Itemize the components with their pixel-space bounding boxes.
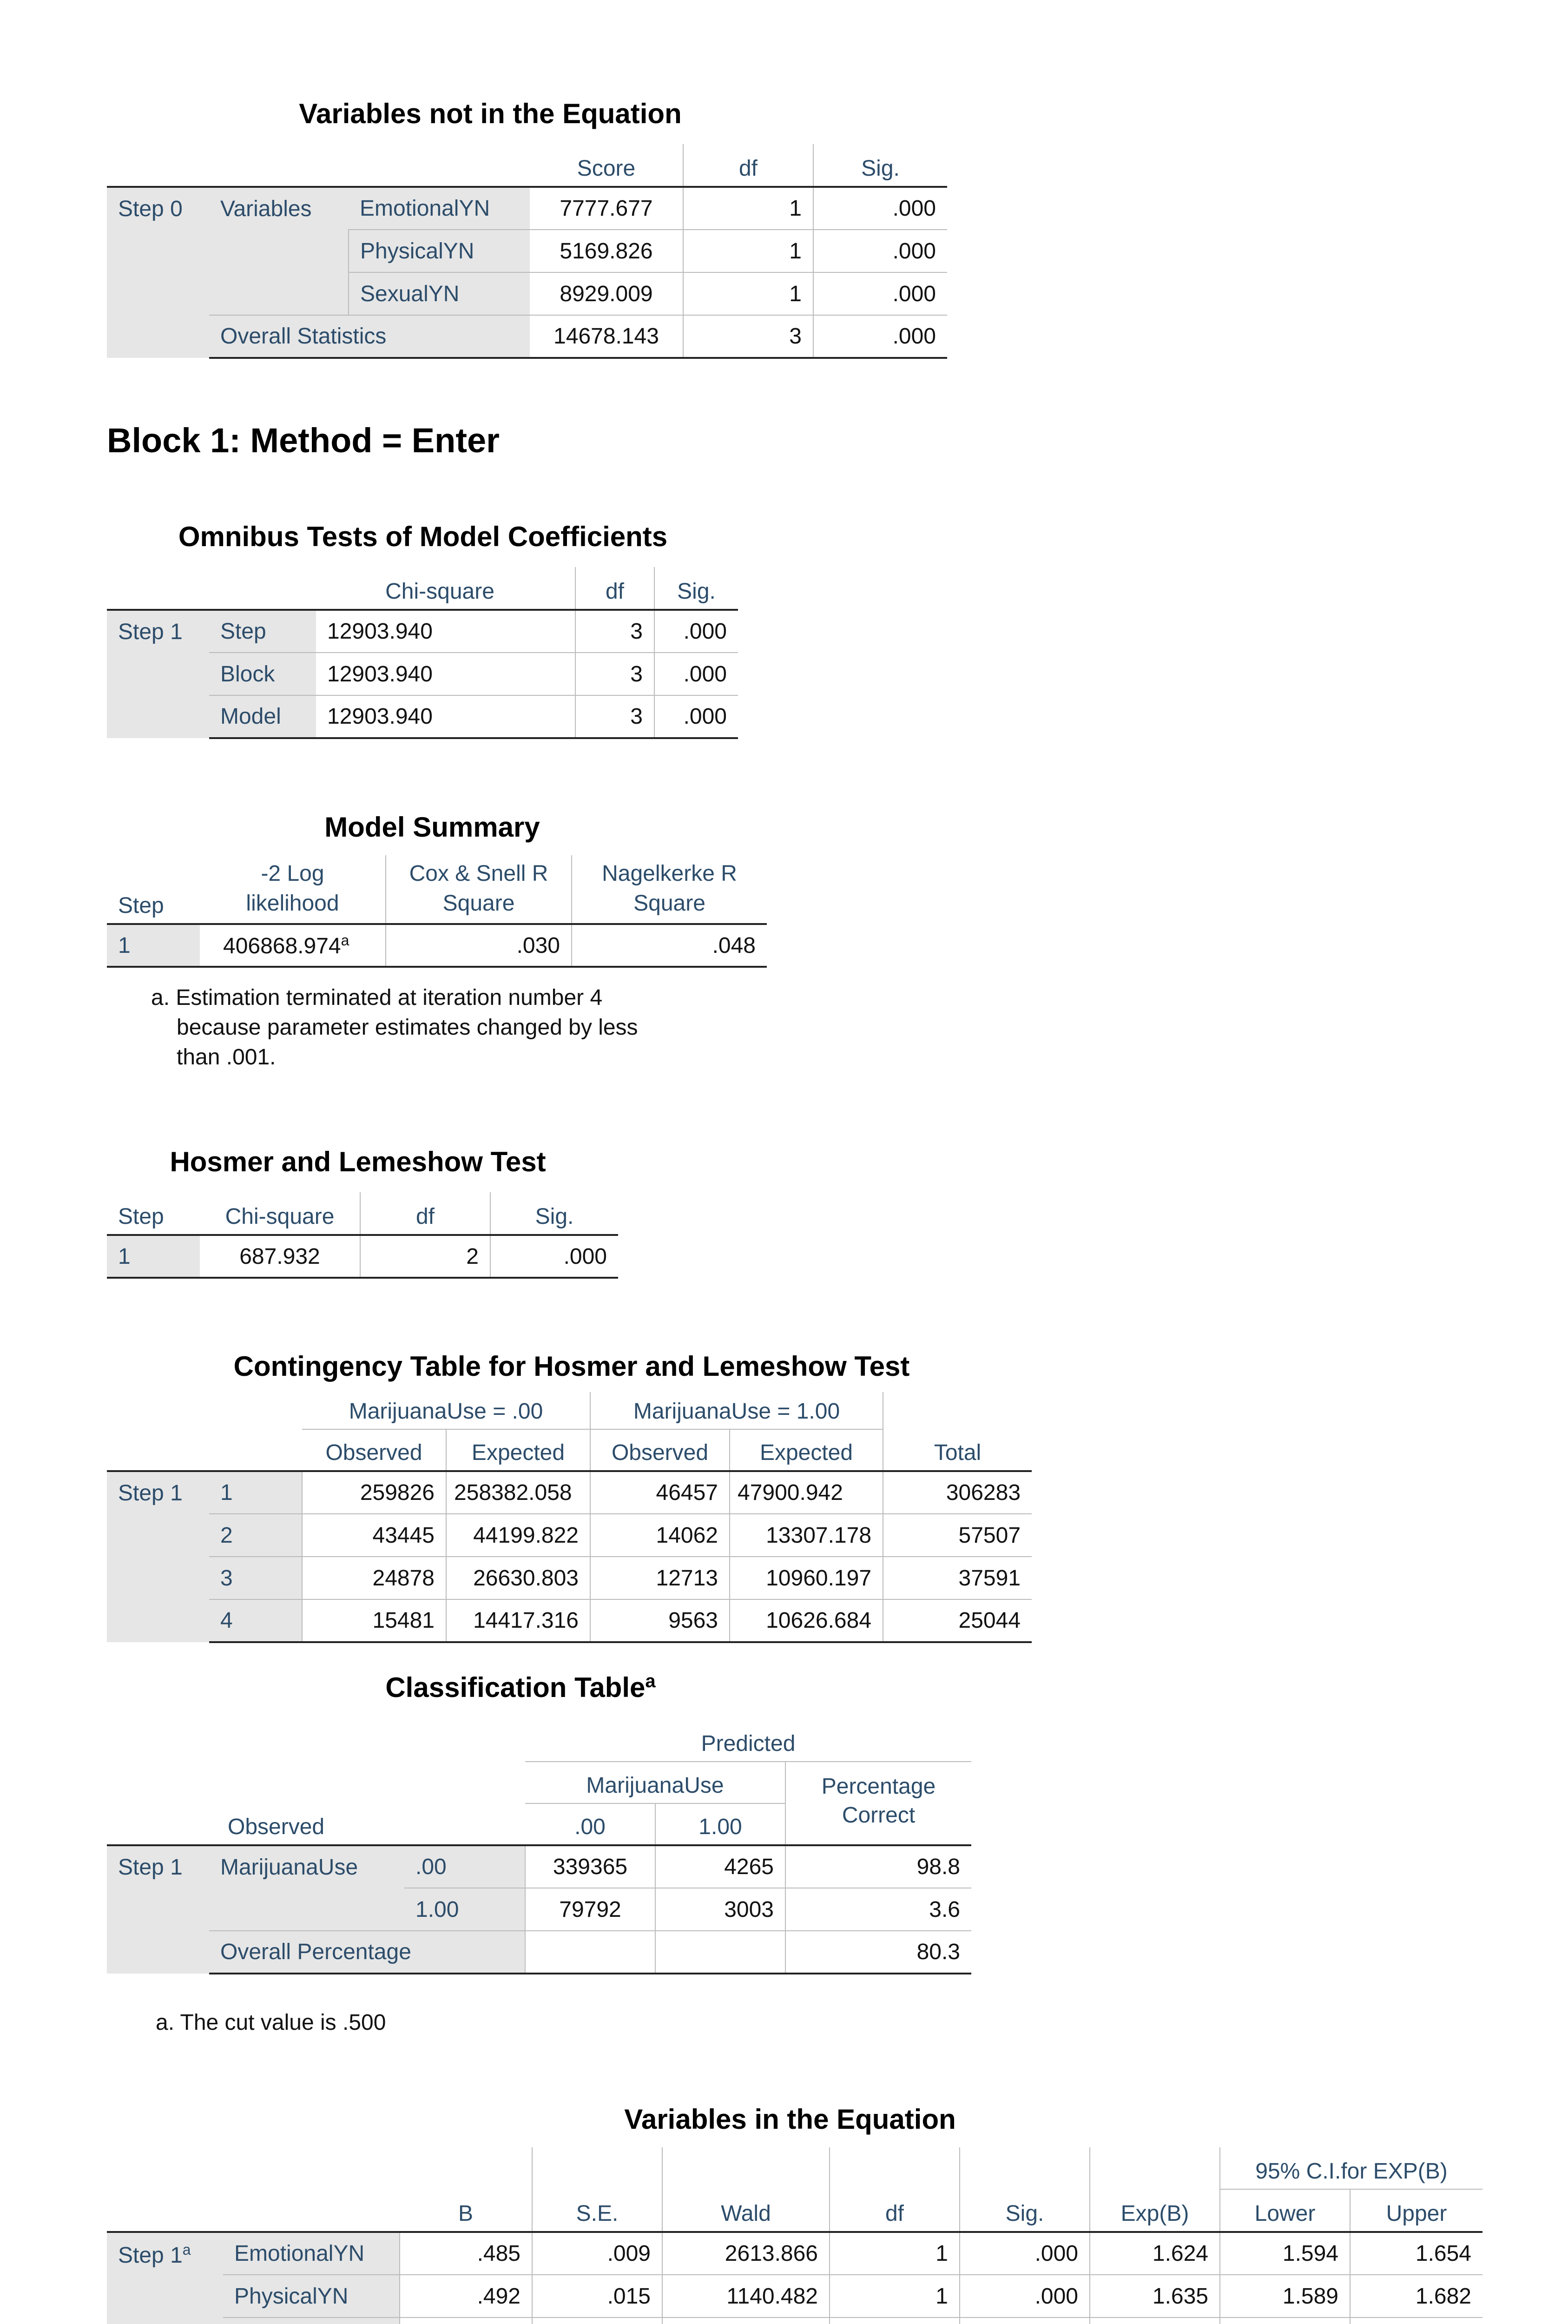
col-nagelkerke-header: Nagelkerke R Square — [572, 855, 767, 924]
group-label: 3 — [209, 1557, 302, 1599]
sig-cell: .000 — [813, 272, 947, 315]
upper-cell: 1.682 — [1350, 2275, 1482, 2317]
col-expected-header: Expected — [446, 1429, 590, 1471]
sig-cell: .000 — [813, 315, 947, 358]
vars-in-equation-title: Variables in the Equation — [624, 2104, 956, 2135]
expb-cell — [1090, 2317, 1220, 2324]
row-label: SexualYN — [349, 272, 530, 315]
score-cell: 7777.677 — [530, 187, 683, 230]
row-label: PhysicalYN — [223, 2275, 400, 2317]
chi-square-cell: 12903.940 — [316, 653, 575, 695]
col-observed-header: Observed — [590, 1429, 730, 1471]
total-cell: 57507 — [883, 1514, 1032, 1557]
observed-cell: 43445 — [302, 1514, 446, 1557]
col-observed-header: Observed — [302, 1429, 446, 1471]
b-cell — [400, 2317, 532, 2324]
hosmer-table — [107, 1192, 618, 1279]
ci-header: 95% C.I.for EXP(B) — [1220, 2147, 1482, 2189]
col-total-header: Total — [883, 1429, 1032, 1471]
df-cell: 1 — [683, 230, 813, 272]
col-00-header: .00 — [525, 1803, 655, 1845]
marijuana-use-header: MarijuanaUse — [525, 1762, 785, 1803]
predicted-100-cell: 4265 — [655, 1845, 785, 1888]
observed-cell: 259826 — [302, 1471, 446, 1514]
col-se-header: S.E. — [532, 2189, 662, 2232]
observed-cell: 9563 — [590, 1599, 730, 1642]
classification-footnote: a. The cut value is .500 — [156, 2010, 386, 2035]
sig-cell: .000 — [960, 2232, 1090, 2275]
observed-cell: 24878 — [302, 1557, 446, 1599]
expected-cell: 258382.058 — [446, 1471, 590, 1514]
df-cell: 3 — [575, 695, 654, 738]
total-cell: 37591 — [883, 1557, 1032, 1599]
nagelkerke-cell: .048 — [572, 924, 767, 967]
model-summary-table — [107, 855, 767, 968]
col-df-header: df — [683, 144, 813, 187]
lower-cell — [1220, 2317, 1350, 2324]
overall-statistics-label: Overall Statistics — [209, 315, 530, 358]
chi-square-cell: 12903.940 — [316, 610, 575, 653]
omnibus-title: Omnibus Tests of Model Coefficients — [178, 521, 668, 552]
se-cell: .015 — [532, 2275, 662, 2317]
predicted-00-cell: 79792 — [525, 1888, 655, 1931]
col-cox-snell-header: Cox & Snell R Square — [386, 855, 572, 924]
hosmer-title: Hosmer and Lemeshow Test — [170, 1146, 546, 1177]
col-chi-square-header: Chi-square — [200, 1192, 360, 1235]
expected-cell: 10960.197 — [730, 1557, 883, 1599]
col-sig-header: Sig. — [490, 1192, 618, 1235]
sig-cell: .000 — [490, 1235, 618, 1278]
cox-snell-cell: .030 — [386, 924, 572, 967]
step-cell: 1 — [107, 1235, 200, 1278]
step-label: Step 1 — [107, 1845, 209, 1974]
col-sig-header: Sig. — [654, 567, 738, 610]
row-label: Block — [209, 653, 316, 695]
df-cell — [830, 2317, 960, 2324]
expected-cell: 10626.684 — [730, 1599, 883, 1642]
b-cell: .485 — [400, 2232, 532, 2275]
score-cell: 8929.009 — [530, 272, 683, 315]
upper-cell — [1350, 2317, 1482, 2324]
sig-cell: .000 — [654, 610, 738, 653]
expb-cell: 1.635 — [1090, 2275, 1220, 2317]
observed-100-label: 1.00 — [404, 1888, 525, 1931]
classification-table — [107, 1724, 971, 1974]
col-upper-header: Upper — [1350, 2189, 1482, 2232]
row-label: Model — [209, 695, 316, 738]
df-cell: 1 — [683, 272, 813, 315]
variables-label: Variables — [209, 187, 349, 315]
percentage-correct-cell: 98.8 — [785, 1845, 971, 1888]
step-cell: 1 — [107, 924, 200, 967]
se-cell: .009 — [532, 2232, 662, 2275]
col-expected-header: Expected — [730, 1429, 883, 1471]
df-cell: 1 — [683, 187, 813, 230]
total-cell: 25044 — [883, 1599, 1032, 1642]
expected-cell: 47900.942 — [730, 1471, 883, 1514]
wald-cell — [662, 2317, 830, 2324]
col-score-header: Score — [530, 144, 683, 187]
score-cell: 5169.826 — [530, 230, 683, 272]
expected-cell: 44199.822 — [446, 1514, 590, 1557]
sig-cell: .000 — [960, 2275, 1090, 2317]
group-header-nonuser: MarijuanaUse = .00 — [349, 1399, 543, 1424]
col-step-header: Step — [107, 1192, 200, 1235]
step-label: Step 0 — [107, 187, 209, 358]
col-lower-header: Lower — [1220, 2189, 1350, 2232]
vars-in-equation-table — [107, 2147, 1482, 2324]
predicted-header: Predicted — [701, 1731, 796, 1756]
col-step-header: Step — [107, 855, 200, 924]
observed-cell: 46457 — [590, 1471, 730, 1514]
col-chi-square-header: Chi-square — [316, 567, 575, 610]
overall-percentage-label: Overall Percentage — [209, 1931, 525, 1974]
col-log-likelihood-header: -2 Log likelihood — [200, 855, 386, 924]
row-label: EmotionalYN — [349, 187, 530, 230]
lower-cell: 1.594 — [1220, 2232, 1350, 2275]
df-cell: 2 — [360, 1235, 490, 1278]
chi-square-cell: 12903.940 — [316, 695, 575, 738]
step-label: Step 1 — [107, 610, 209, 738]
col-sig-header: Sig. — [813, 144, 947, 187]
percentage-correct-cell: 3.6 — [785, 1888, 971, 1931]
wald-cell: 2613.866 — [662, 2232, 830, 2275]
expected-cell: 13307.178 — [730, 1514, 883, 1557]
overall-percentage-cell: 80.3 — [785, 1931, 971, 1974]
observed-cell: 12713 — [590, 1557, 730, 1599]
col-df-header: df — [830, 2189, 960, 2232]
observed-cell: 15481 — [302, 1599, 446, 1642]
col-b-header: B — [400, 2189, 532, 2232]
df-cell: 3 — [575, 610, 654, 653]
sig-cell — [960, 2317, 1090, 2324]
row-label — [223, 2317, 400, 2324]
col-expb-header: Exp(B) — [1090, 2189, 1220, 2232]
log-likelihood-cell: 406868.974$^a$ — [200, 924, 386, 967]
b-cell: .492 — [400, 2275, 532, 2317]
col-sig-header: Sig. — [960, 2189, 1090, 2232]
observed-cell: 14062 — [590, 1514, 730, 1557]
predicted-100-cell: 3003 — [655, 1888, 785, 1931]
lower-cell: 1.589 — [1220, 2275, 1350, 2317]
wald-cell: 1140.482 — [662, 2275, 830, 2317]
df-cell: 1 — [830, 2275, 960, 2317]
contingency-title: Contingency Table for Hosmer and Lemeshow Test — [233, 1351, 910, 1382]
chi-square-cell: 687.932 — [200, 1235, 360, 1278]
df-cell: 1 — [830, 2232, 960, 2275]
col-wald-header: Wald — [662, 2189, 830, 2232]
se-cell — [532, 2317, 662, 2324]
model-summary-footnote: a. Estimation terminated at iteration number 4 because parameter estimates changed by less than .001. — [151, 985, 638, 1070]
model-summary-title: Model Summary — [324, 812, 540, 843]
total-cell: 306283 — [883, 1471, 1032, 1514]
vars-not-in-equation-table — [107, 144, 947, 359]
col-df-header: df — [575, 567, 654, 610]
col-100-header: 1.00 — [655, 1803, 785, 1845]
group-label: 1 — [209, 1471, 302, 1514]
score-cell: 14678.143 — [530, 315, 683, 358]
group-label: 4 — [209, 1599, 302, 1642]
row-label: PhysicalYN — [349, 230, 530, 272]
contingency-table — [107, 1392, 1032, 1643]
expected-cell: 14417.316 — [446, 1599, 590, 1642]
row-label: EmotionalYN — [223, 2232, 400, 2275]
expected-cell: 26630.803 — [446, 1557, 590, 1599]
omnibus-table — [107, 567, 738, 739]
sig-cell: .000 — [813, 187, 947, 230]
classification-title: Classification Table$^a$ — [385, 1671, 656, 1703]
group-header-user: MarijuanaUse = 1.00 — [590, 1392, 883, 1429]
observed-header: Observed — [107, 1803, 525, 1845]
step-label: Step 1$^a$ — [107, 2232, 223, 2324]
sig-cell: .000 — [813, 230, 947, 272]
upper-cell: 1.654 — [1350, 2232, 1482, 2275]
vars-not-in-equation-title: Variables not in the Equation — [299, 98, 682, 129]
observed-00-label: .00 — [404, 1845, 525, 1888]
df-cell: 3 — [575, 653, 654, 695]
expb-cell: 1.624 — [1090, 2232, 1220, 2275]
df-cell: 3 — [683, 315, 813, 358]
marijuana-use-row-label: MarijuanaUse — [209, 1845, 404, 1931]
sig-cell: .000 — [654, 653, 738, 695]
sig-cell: .000 — [654, 695, 738, 738]
step-label: Step 1 — [107, 1471, 209, 1642]
group-label: 2 — [209, 1514, 302, 1557]
predicted-00-cell: 339365 — [525, 1845, 655, 1888]
col-df-header: df — [360, 1192, 490, 1235]
row-label: Step — [209, 610, 316, 653]
block-heading: Block 1: Method = Enter — [107, 421, 500, 460]
percentage-correct-header: Percentage Correct — [785, 1762, 971, 1845]
